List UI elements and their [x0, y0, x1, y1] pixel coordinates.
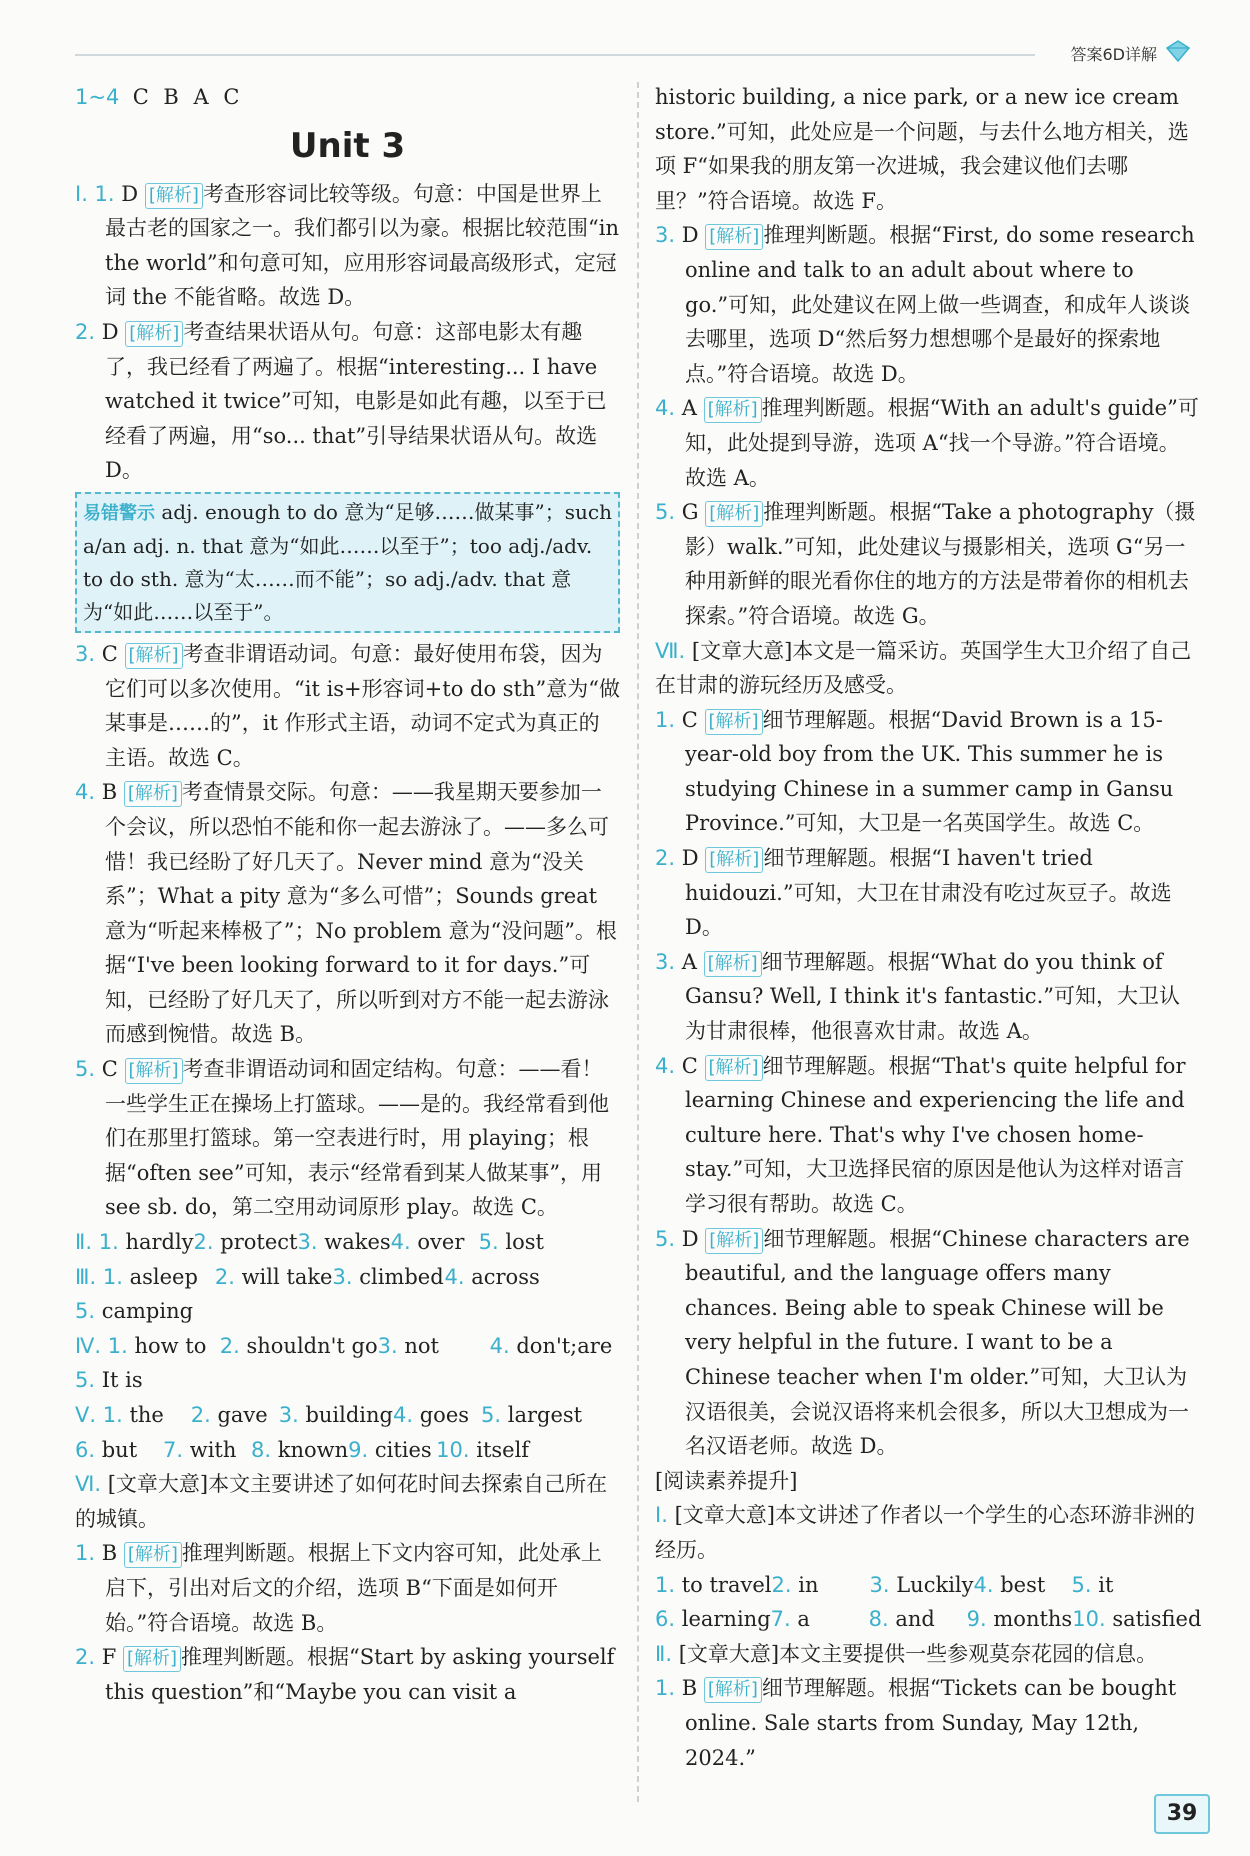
- answer-number: 3.: [75, 641, 96, 666]
- word-answer-number: 1.: [98, 1230, 119, 1255]
- answer-item: [655, 945, 1200, 1049]
- answer-letter: G: [681, 500, 699, 525]
- word-answer-text: in: [798, 1572, 819, 1597]
- word-answer-text: but: [101, 1437, 138, 1462]
- word-answer-text: camping: [101, 1299, 194, 1324]
- answer-item: [75, 1052, 620, 1225]
- header-rule: [75, 54, 1035, 56]
- word-answer-number: 7.: [770, 1607, 791, 1632]
- answer-letter: C: [681, 1053, 698, 1078]
- answer-number: 2.: [75, 319, 96, 344]
- section-3: [75, 1260, 620, 1329]
- answer-number: 1.: [655, 707, 676, 732]
- gem-icon: [1165, 38, 1191, 64]
- answer-item: [75, 177, 620, 315]
- top-answers-range: 1~4: [75, 85, 120, 109]
- answer-item: [655, 1049, 1200, 1222]
- analysis-tag: [解析]: [125, 1058, 183, 1084]
- word-answer: [215, 1260, 333, 1295]
- reading-1-roman: Ⅰ.: [655, 1503, 668, 1528]
- word-answer-number: 1.: [102, 1403, 123, 1427]
- answer-item: [655, 495, 1200, 633]
- section-5: [75, 1398, 620, 1467]
- word-answer-text: learning: [681, 1607, 771, 1632]
- answer-number: 1.: [655, 1676, 676, 1701]
- analysis-text: 细节理解题。根据“Tickets can be bought online. Sale starts from Sunday, May 12th, 2024.”: [685, 1676, 1177, 1770]
- analysis-text: 细节理解题。根据“Chinese characters are beautiful, and the language offers many chances. Being able to speak Chinese will be very helpful in the future. I want to be a Chinese teacher when I'm older.”可知，大卫认为汉语很美，会说汉语将来机会很多，所以大卫想成为一名汉语老师。故选 D。: [685, 1226, 1190, 1459]
- word-answer: [251, 1433, 348, 1468]
- word-answer: [75, 1363, 187, 1398]
- analysis-tag: [解析]: [124, 1542, 182, 1568]
- word-answer-text: not: [404, 1333, 439, 1358]
- answer-row: [655, 1568, 1200, 1603]
- analysis-text: 推理判断题。根据“Take a photography（摄影）walk.”可知，此处建议与摄影相关，选项 G“另一种用新鲜的眼光看你住的地方的方法是带着你的相机去探索。”符合语境。故选 G。: [685, 500, 1196, 628]
- word-answer-text: wakes: [324, 1230, 391, 1255]
- word-answer: [99, 1225, 194, 1260]
- section-6-head: [文章大意]: [107, 1472, 209, 1497]
- analysis-text: 推理判断题。根据上下文内容可知，此处承上启下，引出对后文的介绍，选项 B“下面是如何开始。”符合语境。故选 B。: [105, 1541, 602, 1635]
- word-answer-number: 3.: [377, 1333, 398, 1358]
- word-answer-number: 6.: [655, 1607, 676, 1632]
- section-2: [75, 1225, 620, 1260]
- answer-item: [75, 775, 620, 1052]
- word-answer-number: 4.: [444, 1264, 465, 1289]
- answer-row: [75, 1433, 620, 1468]
- word-answer-text: hardly: [125, 1230, 194, 1255]
- word-answer: [163, 1433, 251, 1468]
- warning-tag: 易错警示: [83, 502, 155, 524]
- word-answer: [191, 1398, 279, 1433]
- analysis-tag: [解析]: [704, 397, 762, 423]
- top-answers: [75, 80, 620, 115]
- word-answer-number: 2.: [771, 1572, 792, 1597]
- word-answer-text: itself: [476, 1437, 530, 1462]
- analysis-tag: [解析]: [705, 709, 763, 735]
- word-answer-text: it: [1098, 1572, 1114, 1597]
- analysis-text: 推理判断题。根据“First, do some research online and talk to an adult about where to go.”可知，此处建议在网上做一些调查，和成年人谈谈去哪里，选项 D“然后努力想想哪个是最好的探索地点。”符合语境。故选 D。: [685, 223, 1195, 386]
- word-answer-number: 4.: [393, 1403, 414, 1427]
- analysis-text: 考查情景交际。句意：——我星期天要参加一个会议，所以恐怕不能和你一起去游泳了。——多么可惜！我已经盼了好几天了。Never mind 意为“没关系”；What a pity 意为“多么可惜”；Sounds great 意为“听起来棒极了”；No problem 意为“没问题”。根据“I've been looking forward to it for days.”可知，已经盼了好几天了，所以听到对方不能一起去游泳而感到惋惜。故选 B。: [105, 780, 617, 1047]
- analysis-tag: [解析]: [145, 183, 203, 209]
- word-answer-text: across: [471, 1264, 540, 1289]
- analysis-tag: [解析]: [705, 847, 763, 873]
- word-answer: [771, 1602, 869, 1637]
- word-answer-text: known: [277, 1437, 349, 1462]
- answer-letter: D: [681, 1226, 699, 1251]
- answer-row: [655, 1602, 1200, 1637]
- answer-row: [75, 1294, 620, 1329]
- answer-letter: C: [681, 707, 698, 732]
- word-answer: [75, 1294, 193, 1329]
- analysis-tag: [解析]: [705, 224, 763, 250]
- analysis-tag: [解析]: [705, 501, 763, 527]
- word-answer-text: It is: [101, 1368, 143, 1393]
- answer-number: 4.: [75, 780, 96, 805]
- word-answer-text: the: [129, 1403, 164, 1427]
- word-answer-number: 6.: [75, 1437, 96, 1462]
- word-answer-text: satisfied: [1112, 1607, 1202, 1632]
- section-6-roman: Ⅵ.: [75, 1472, 102, 1497]
- word-answer-text: how to: [134, 1333, 207, 1358]
- answer-item: [75, 315, 620, 488]
- word-answer-number: 5.: [478, 1230, 499, 1255]
- word-answer-text: climbed: [359, 1264, 444, 1289]
- word-answer-number: 8.: [251, 1437, 272, 1462]
- word-answer-text: cities: [374, 1437, 432, 1462]
- right-column: [655, 80, 1200, 1775]
- analysis-tag: [解析]: [705, 1228, 763, 1254]
- unit-title: Unit 3: [289, 125, 406, 166]
- reading-1-answers: [655, 1568, 1200, 1637]
- analysis-text: 推理判断题。根据“Start by asking yourself this question”和“Maybe you can visit a: [105, 1645, 615, 1704]
- answer-item: [655, 1222, 1200, 1464]
- answer-row: [75, 1329, 620, 1364]
- word-answer-text: will take: [241, 1264, 333, 1289]
- analysis-text: 细节理解题。根据“I haven't tried huidouzi.”可知，大卫在甘肃没有吃过灰豆子。故选 D。: [685, 846, 1172, 940]
- word-answer-number: 3.: [332, 1264, 353, 1289]
- column-divider: [637, 82, 639, 1802]
- reading-2-summary-text: 本文主要提供一些参观莫奈花园的信息。: [779, 1641, 1158, 1666]
- reading-heading: [阅读素养提升]: [655, 1468, 798, 1493]
- answer-item: [655, 703, 1200, 841]
- answer-number: 5.: [655, 500, 676, 525]
- word-answer-text: best: [1000, 1572, 1046, 1597]
- answer-item: [75, 637, 620, 775]
- answer-number: 5.: [655, 1226, 676, 1251]
- word-answer: [967, 1602, 1073, 1637]
- warning-box: [75, 492, 620, 633]
- word-answer: [75, 1433, 163, 1468]
- word-answer: [481, 1398, 582, 1433]
- analysis-text: 推理判断题。根据“With an adult's guide”可知，此处提到导游，选项 A“找一个导游。”符合语境。故选 A。: [685, 396, 1199, 490]
- answer-number: 4.: [655, 396, 676, 421]
- reading-2-items: [655, 1671, 1200, 1775]
- reading-1-summary: [655, 1498, 1200, 1567]
- left-column: [75, 80, 620, 1709]
- word-answer: [655, 1602, 771, 1637]
- reading-2-head: [文章大意]: [678, 1641, 780, 1666]
- word-answer: [655, 1568, 772, 1603]
- warning-text: adj. enough to do 意为“足够……做某事”；such a/an adj. n. that 意为“如此……以至于”；too adj./adv. to do sth. 意为“太……而不能”；so adj./adv. that 意为“如此……以至于”。: [83, 499, 612, 624]
- word-answer: [333, 1260, 445, 1295]
- word-answer-text: largest: [507, 1403, 583, 1427]
- page-header: [75, 42, 1195, 66]
- word-answer-number: 9.: [348, 1437, 369, 1462]
- word-answer: [1072, 1568, 1170, 1603]
- analysis-text: 细节理解题。根据“David Brown is a 15-year-old boy from the UK. This summer he is studying Chinese in a summer camp in Gansu Province.”可知，大卫是一名英国学生。故选 C。: [685, 707, 1174, 836]
- answer-letter: A: [681, 396, 697, 421]
- answer-number: 3.: [655, 949, 676, 974]
- analysis-text: 考查非谓语动词和固定结构。句意：——看！一些学生正在操场上打篮球。——是的。我经常看到他们在那里打篮球。第一空表进行时，用 playing；根据“often see”可知，表示“经常看到某人做某事”，用 see sb. do，第二空用动词原形 play。故选 C。: [105, 1057, 609, 1220]
- analysis-text: 考查形容词比较等级。句意：中国是世界上最古老的国家之一。我们都引以为豪。根据比较范围“in the world”和句意可知，应用形容词最高级形式，定冠词 the 不能省略。故选 D。: [105, 181, 619, 310]
- word-answer-number: 1.: [107, 1333, 128, 1358]
- word-answer: [220, 1329, 378, 1364]
- section-7-items: [655, 703, 1200, 1464]
- word-answer-text: to travel: [681, 1572, 772, 1597]
- section-7-roman: Ⅶ.: [655, 638, 686, 663]
- analysis-tag: [解析]: [123, 1646, 181, 1672]
- answer-item: [655, 1671, 1200, 1775]
- answer-letter: D: [101, 319, 119, 344]
- word-answer-number: 3.: [297, 1230, 318, 1255]
- continued-text: [655, 80, 1200, 218]
- word-answer: [297, 1225, 390, 1260]
- word-answer: [103, 1398, 191, 1433]
- word-answer-text: months: [993, 1607, 1073, 1632]
- answer-letter: B: [101, 780, 118, 805]
- analysis-tag: [解析]: [124, 781, 182, 807]
- word-answer-number: 2.: [214, 1264, 235, 1289]
- word-answer: [974, 1568, 1072, 1603]
- word-answer-number: 4.: [390, 1230, 411, 1255]
- section-4: [75, 1329, 620, 1398]
- continued-text-body: historic building, a nice park, or a new ice cream store.”可知，此处应是一个问题，与去什么地方相关，选项 F“如果我的朋友第一次进城，我会建议他们去哪里？”符合语境。故选 F。: [655, 85, 1189, 213]
- word-answer: [194, 1225, 298, 1260]
- answer-letter: F: [101, 1645, 117, 1670]
- answer-letter: B: [681, 1676, 698, 1701]
- answer-item: [655, 391, 1200, 495]
- analysis-tag: [解析]: [704, 951, 762, 977]
- analysis-text: 考查非谓语动词。句意：最好使用布袋，因为它们可以多次使用。“it is+形容词+to do sth”意为“做某事是……的”，it 作形式主语，动词不定式为真正的主语。故选 C。: [105, 641, 620, 770]
- section-roman: Ⅴ.: [75, 1403, 97, 1427]
- word-answer: [869, 1602, 967, 1637]
- answer-row: [75, 1398, 620, 1433]
- word-answer-number: 4.: [489, 1333, 510, 1358]
- word-answer-number: 1.: [655, 1572, 676, 1597]
- answer-item: [75, 1640, 620, 1709]
- word-answer: [103, 1260, 215, 1295]
- answer-letter: D: [681, 223, 699, 248]
- section-roman: Ⅱ.: [75, 1230, 93, 1255]
- word-answer: [479, 1225, 567, 1260]
- word-answer: [391, 1225, 479, 1260]
- word-answer: [445, 1260, 557, 1295]
- answer-letter: A: [681, 949, 697, 974]
- word-answer-number: 2.: [190, 1403, 211, 1427]
- word-answer: [348, 1433, 436, 1468]
- answer-number: 5.: [75, 1057, 96, 1082]
- answer-number: 4.: [655, 1053, 676, 1078]
- header-label: 答案6D详解: [1070, 45, 1157, 64]
- page-number: 39: [1154, 1794, 1210, 1834]
- word-answer-number: 5.: [75, 1299, 96, 1324]
- word-answer: [393, 1398, 481, 1433]
- answer-letter: D: [121, 181, 139, 206]
- word-answer-text: goes: [419, 1403, 470, 1427]
- word-answer: [870, 1568, 974, 1603]
- answer-number: 3.: [655, 223, 676, 248]
- word-answer-number: 8.: [868, 1607, 889, 1632]
- section-6-summary-text: 本文主要讲述了如何花时间去探索自己所在的城镇。: [75, 1472, 608, 1531]
- analysis-tag: [解析]: [125, 321, 183, 347]
- answer-letter: C: [101, 1057, 118, 1082]
- section-roman: Ⅲ.: [75, 1264, 97, 1289]
- word-answer: [772, 1568, 870, 1603]
- word-answer-number: 10.: [1072, 1607, 1106, 1632]
- analysis-tag: [解析]: [125, 643, 183, 669]
- word-answer-number: 5.: [75, 1368, 96, 1393]
- word-answer-number: 5.: [1071, 1572, 1092, 1597]
- analysis-text: 细节理解题。根据“What do you think of Gansu? Well, I think it's fantastic.”可知，大卫认为甘肃很棒，他很喜欢甘肃。故选 A。: [685, 949, 1180, 1044]
- answer-row: [75, 1363, 620, 1398]
- word-answer-text: protect: [220, 1230, 298, 1255]
- word-answer-text: shouldn't go: [246, 1333, 378, 1358]
- word-answer-number: 9.: [966, 1607, 987, 1632]
- word-answer: [490, 1329, 613, 1364]
- answer-item: [655, 841, 1200, 945]
- analysis-text: 考查结果状语从句。句意：这部电影太有趣了，我已经看了两遍了。根据“interesting... I have watched it twice”可知，电影是如此有趣，以至于已经看了两遍，用“so... that”引导结果状语从句。故选 D。: [105, 319, 607, 483]
- word-answer-number: 1.: [102, 1264, 123, 1289]
- answer-row: [75, 1225, 620, 1260]
- section-6-continued: [655, 218, 1200, 633]
- answer-number: 1.: [75, 1541, 96, 1566]
- section-6-items: [75, 1536, 620, 1709]
- answer-item: [655, 218, 1200, 391]
- word-answer-number: 2.: [219, 1333, 240, 1358]
- word-answer-number: 10.: [436, 1437, 470, 1462]
- answer-number: 2.: [655, 846, 676, 871]
- word-answer-number: 5.: [481, 1403, 502, 1427]
- word-answer-text: gave: [217, 1403, 268, 1427]
- answer-letter: B: [101, 1541, 118, 1566]
- word-answer-number: 7.: [163, 1437, 184, 1462]
- section-1: [75, 177, 620, 488]
- word-answer-number: 2.: [193, 1230, 214, 1255]
- word-answer-text: with: [189, 1437, 237, 1462]
- word-answer-text: and: [895, 1607, 935, 1632]
- word-answer-number: 4.: [973, 1572, 994, 1597]
- word-answer-number: 3.: [869, 1572, 890, 1597]
- reading-2-summary: [655, 1637, 1200, 1672]
- word-answer: [279, 1398, 393, 1433]
- word-answer-text: lost: [505, 1230, 544, 1255]
- answer-number: 2.: [75, 1645, 96, 1670]
- answer-row: [75, 1260, 620, 1295]
- word-answer-text: don't;are: [516, 1333, 613, 1358]
- section-7-head: [文章大意]: [691, 638, 793, 663]
- word-answer-text: asleep: [129, 1264, 198, 1289]
- analysis-tag: [解析]: [704, 1677, 762, 1703]
- analysis-text: 细节理解题。根据“That's quite helpful for learning Chinese and experiencing the life and culture here. That's why I've chosen home-stay.”可知，大卫选择民宿的原因是他认为这样对语言学习很有帮助。故选 C。: [685, 1053, 1186, 1216]
- answer-letter: C: [101, 641, 118, 666]
- section-1-continued: [75, 637, 620, 1225]
- top-answers-text: C B A C: [132, 85, 244, 109]
- answer-number: Ⅰ. 1.: [75, 181, 115, 206]
- word-answer: [378, 1329, 490, 1364]
- analysis-tag: [解析]: [705, 1055, 763, 1081]
- reading-1-summary-text: 本文讲述了作者以一个学生的心态环游非洲的经历。: [655, 1503, 1195, 1562]
- word-answer-text: building: [305, 1403, 393, 1427]
- answer-item: [75, 1536, 620, 1640]
- word-answer-text: over: [417, 1230, 465, 1255]
- word-answer: [108, 1329, 220, 1364]
- answer-letter: D: [681, 846, 699, 871]
- section-roman: Ⅳ.: [75, 1333, 102, 1358]
- reading-1-head: [文章大意]: [674, 1503, 775, 1528]
- word-answer: [436, 1433, 529, 1468]
- word-answer-text: a: [797, 1607, 810, 1632]
- reading-2-roman: Ⅱ.: [655, 1641, 673, 1666]
- section-7-summary-text: 本文是一篇采访。英国学生大卫介绍了自己在甘肃的游玩经历及感受。: [655, 638, 1192, 698]
- word-answer: [1072, 1602, 1201, 1637]
- section-7-summary: [655, 634, 1200, 703]
- section-6-summary: [75, 1467, 620, 1536]
- word-answer-text: Luckily: [896, 1572, 974, 1597]
- word-answer-number: 3.: [278, 1403, 299, 1427]
